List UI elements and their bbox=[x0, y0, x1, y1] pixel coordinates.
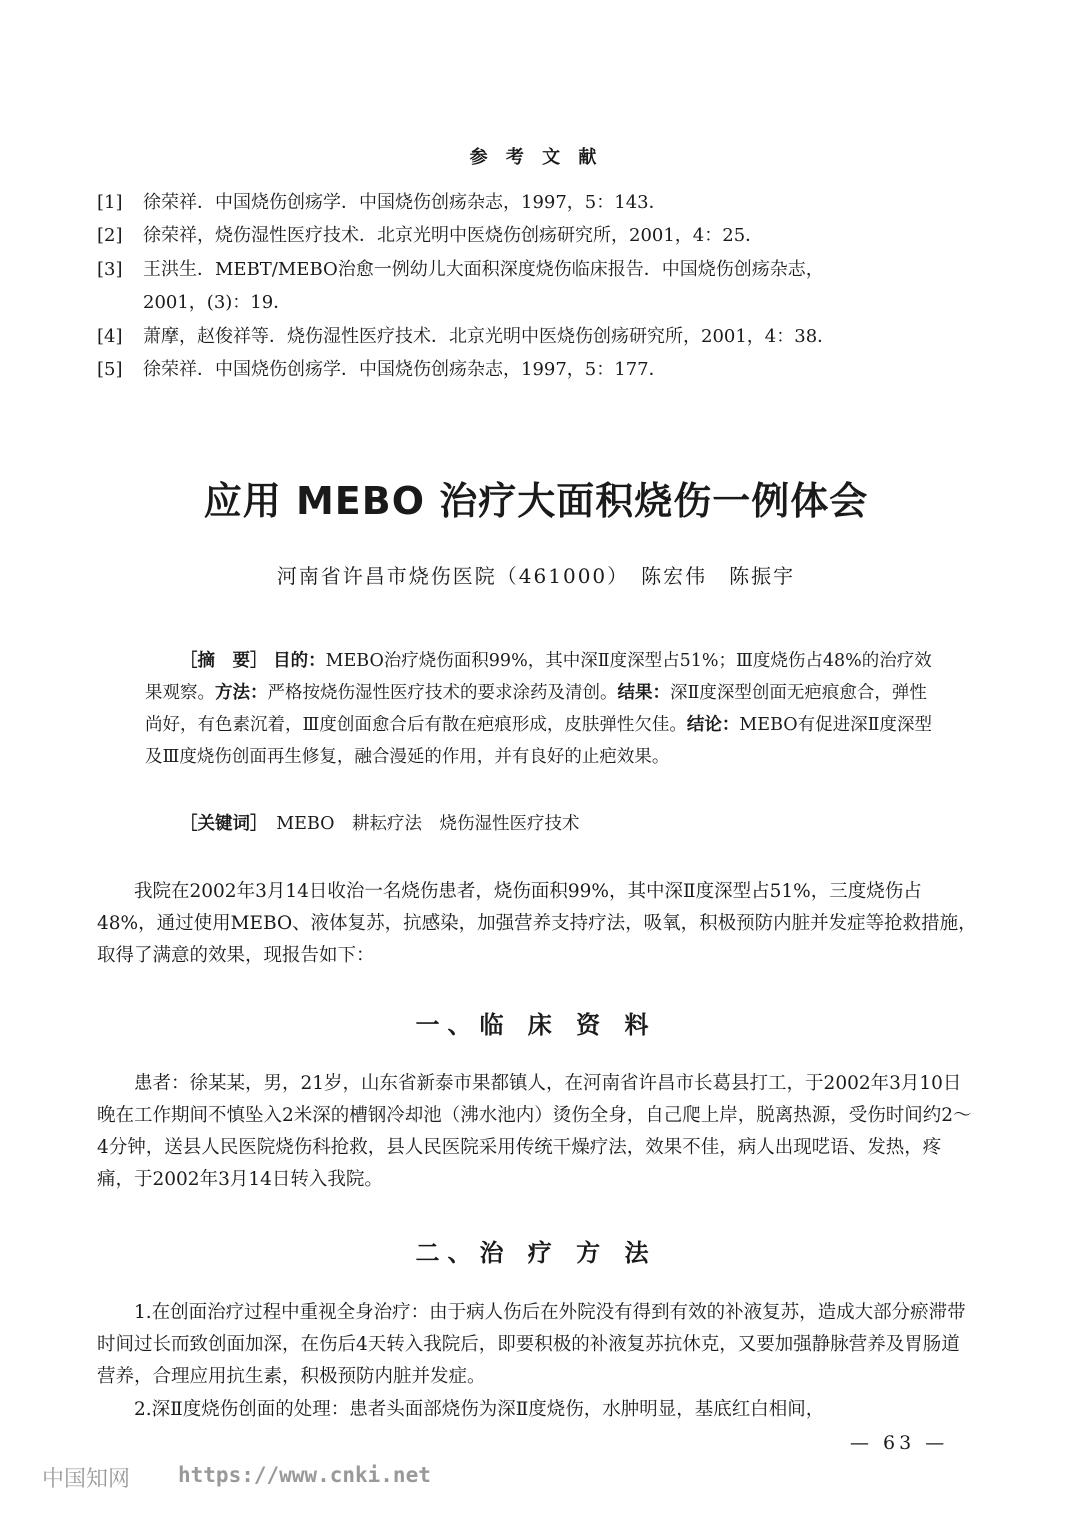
reference-number: [4] bbox=[97, 326, 123, 347]
method-label: 方法： bbox=[215, 683, 268, 703]
reference-number: [2] bbox=[97, 225, 123, 246]
purpose-label: 目的： bbox=[273, 651, 326, 671]
references-title: 参 考 文 献 bbox=[469, 147, 603, 168]
reference-text-continued: 2001，(3)：19． bbox=[143, 292, 292, 313]
reference-item bbox=[97, 320, 987, 353]
reference-text: 徐荣祥．中国烧伤创疡学．中国烧伤创疡杂志，1997，5：177． bbox=[143, 359, 667, 380]
reference-text: 王洪生．MEBT/MEBO治愈一例幼儿大面积深度烧伤临床报告．中国烧伤创疡杂志， bbox=[143, 259, 824, 280]
section-heading-clinical-data: 一、临 床 资 料 bbox=[415, 1011, 657, 1039]
method-text: 严格按烧伤湿性医疗技术的要求涂药及清创。 bbox=[267, 683, 618, 703]
reference-number: [1] bbox=[97, 192, 123, 213]
abstract bbox=[145, 645, 935, 773]
treatment-paragraph-2: 2.深Ⅱ度烧伤创面的处理：患者头面部烧伤为深Ⅱ度烧伤，水肿明显，基底红白相间， bbox=[134, 1399, 825, 1420]
reference-text: 徐荣祥．中国烧伤创疡学．中国烧伤创疡杂志，1997，5：143． bbox=[143, 192, 667, 213]
clinical-data-paragraph: 患者：徐某某，男，21岁，山东省新泰市果都镇人，在河南省许昌市长葛县打工，于2002年3月10日晚在工作期间不慎坠入2米深的槽钢冷却池（沸水池内）烫伤全身，自己爬上岸，脱离热源，受伤时间约2～4分钟，送县人民医院烧伤科抢救，县人民医院采用传统干燥疗法，效果不佳，病人出现呓语、发热，疼痛，于2002年3月14日转入我院。 bbox=[97, 1073, 972, 1190]
reference-number: [3] bbox=[97, 259, 123, 280]
article-title: 应用 MEBO 治疗大面积烧伤一例体会 bbox=[203, 479, 869, 523]
conclusion-label: 结论： bbox=[686, 715, 740, 735]
reference-text: 徐荣祥，烧伤湿性医疗技术．北京光明中医烧伤创疡研究所，2001，4：25． bbox=[143, 225, 764, 246]
page-number: — 63 — bbox=[850, 1432, 949, 1454]
reference-item bbox=[97, 219, 987, 252]
reference-item bbox=[97, 186, 987, 219]
reference-number: [5] bbox=[97, 359, 123, 380]
section-heading-treatment: 二、治 疗 方 法 bbox=[415, 1239, 657, 1267]
result-text: 深Ⅱ度深型创面无疤痕愈合，弹性尚好，有色素沉着，Ⅲ度创面愈合后有散在疤痕形成，皮肤弹性欠佳。 bbox=[145, 683, 927, 735]
conclusion-text: MEBO有促进深Ⅱ度深型及Ⅲ度烧伤创面再生修复，融合漫延的作用，并有良好的止疤效果。 bbox=[145, 715, 932, 767]
keywords-label: ［关键词］ bbox=[180, 814, 259, 834]
keywords bbox=[145, 808, 935, 840]
article-affiliation: 河南省许昌市烧伤医院（461000） 陈宏伟 陈振宇 bbox=[276, 564, 796, 588]
purpose-text: MEBO治疗烧伤面积99%，其中深Ⅱ度深型占51%；Ⅲ度烧伤占48%的治疗效果观察。 bbox=[145, 651, 932, 703]
reference-text: 萧摩，赵俊祥等．烧伤湿性医疗技术．北京光明中医烧伤创疡研究所，2001，4：38． bbox=[143, 326, 836, 347]
result-label: 结果： bbox=[617, 683, 670, 703]
treatment-paragraph-1: 1.在创面治疗过程中重视全身治疗：由于病人伤后在外院没有得到有效的补液复苏，造成大部分瘀滞带时间过长而致创面加深，在伤后4天转入我院后，即要积极的补液复苏抗休克，又要加强静脉营养及胃肠道营养，合理应用抗生素，积极预防内脏并发症。 bbox=[97, 1302, 966, 1387]
reference-item bbox=[97, 353, 987, 386]
reference-item bbox=[97, 253, 987, 319]
watermark-url[interactable]: https://www.cnki.net bbox=[178, 1463, 431, 1487]
abstract-label: ［摘 要］ bbox=[180, 651, 268, 671]
keywords-text: MEBO 耕耘疗法 烧伤湿性医疗技术 bbox=[276, 814, 580, 834]
intro-paragraph: 我院在2002年3月14日收治一名烧伤患者，烧伤面积99%，其中深Ⅱ度深型占51%，三度烧伤占48%，通过使用MEBO、液体复苏，抗感染，加强营养支持疗法，吸氧，积极预防内脏并发症等抢救措施，取得了满意的效果，现报告如下： bbox=[97, 881, 977, 966]
watermark-text: 中国知网 bbox=[42, 1467, 131, 1492]
